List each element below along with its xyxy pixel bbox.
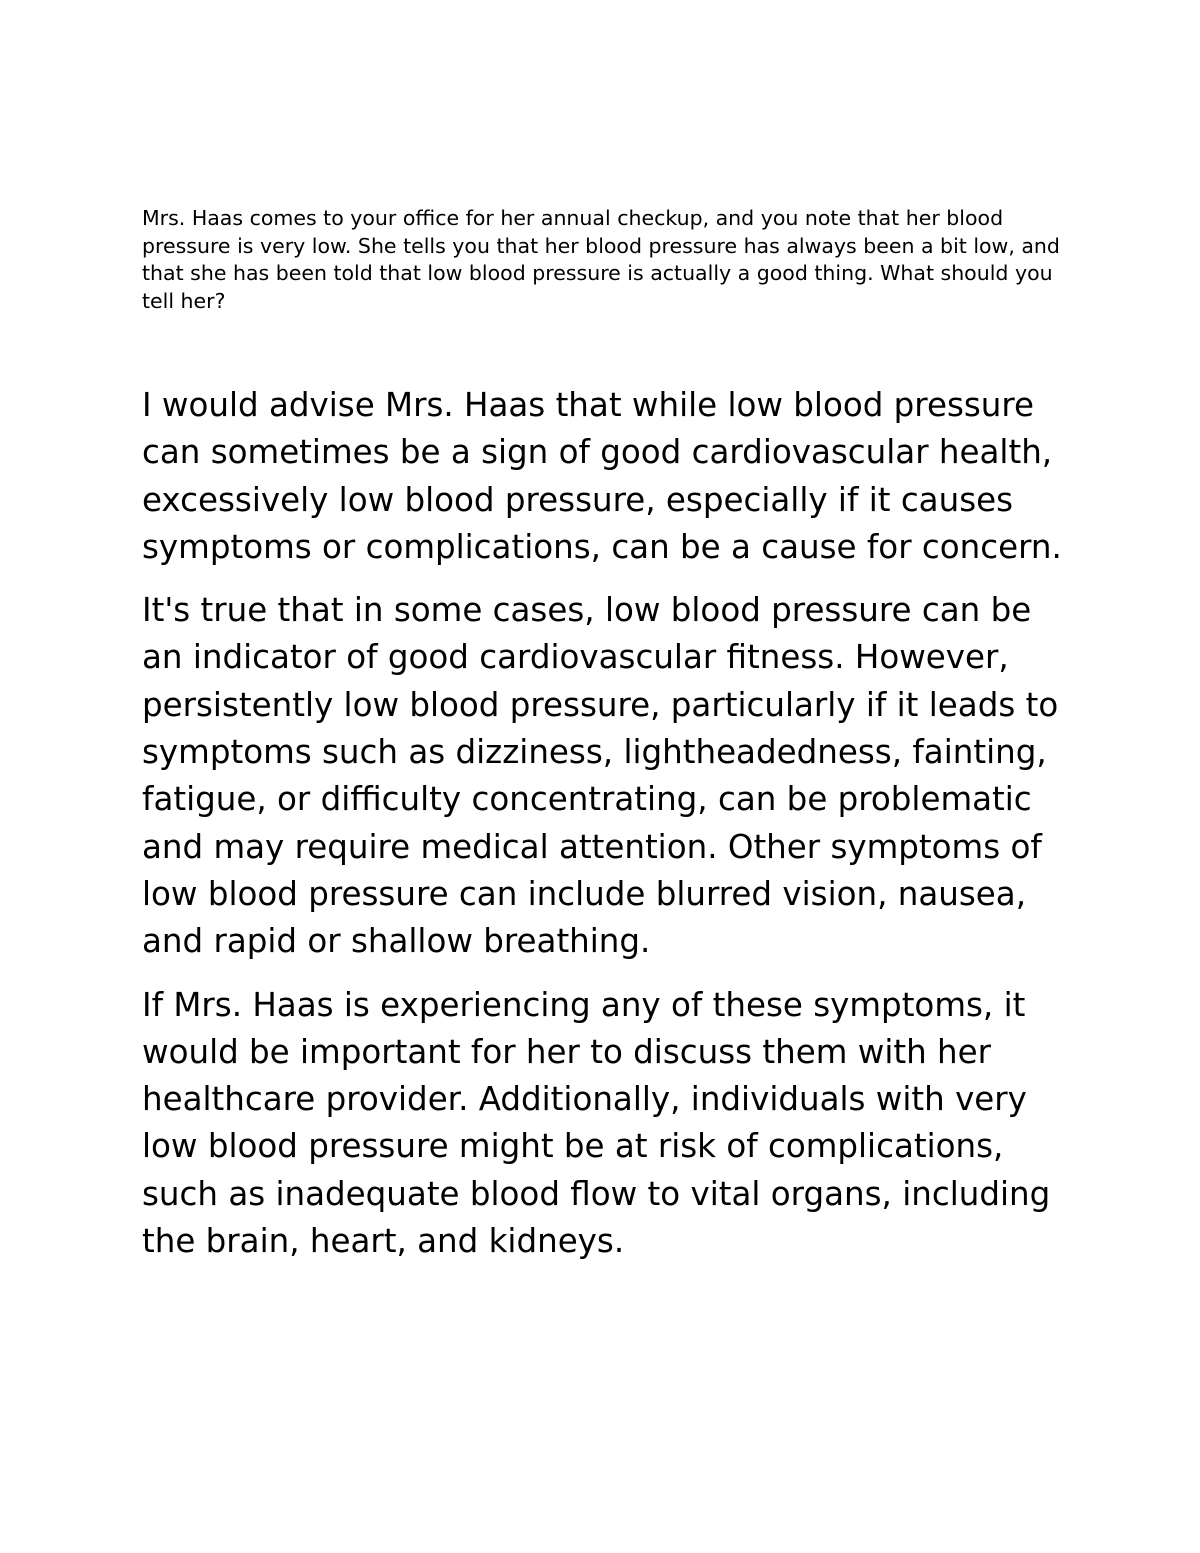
answer-paragraph-1: I would advise Mrs. Haas that while low blood pressure can sometimes be a sign of good cardiovascular health, excessively low blood pressure, especially if it causes symptoms or complications, can be a cause for concern. <box>142 386 1062 566</box>
answer-paragraph-3: If Mrs. Haas is experiencing any of these symptoms, it would be important for her to discuss them with her healthcare provider. Additionally, individuals with very low blood pressure might be at risk of complications, such as inadequate blood flow to vital organs, including the brain, heart, and kidneys. <box>142 985 1051 1261</box>
answer-paragraph-2: It's true that in some cases, low blood pressure can be an indicator of good cardiovascular fitness. However, persistently low blood pressure, particularly if it leads to symptoms such as dizziness, lightheadedness, fainting, fatigue, or difficulty concentrating, can be problematic and may require medical attention. Other symptoms of low blood pressure can include blurred vision, nausea, and rapid or shallow breathing. <box>142 591 1059 961</box>
question-text: Mrs. Haas comes to your office for her annual checkup, and you note that her blood pressure is very low. She tells you that her blood pressure has always been a bit low, and that she has been told that low blood pressure is actually a good thing. What should you tell her? <box>142 206 1060 313</box>
answer-body <box>142 382 1082 1281</box>
